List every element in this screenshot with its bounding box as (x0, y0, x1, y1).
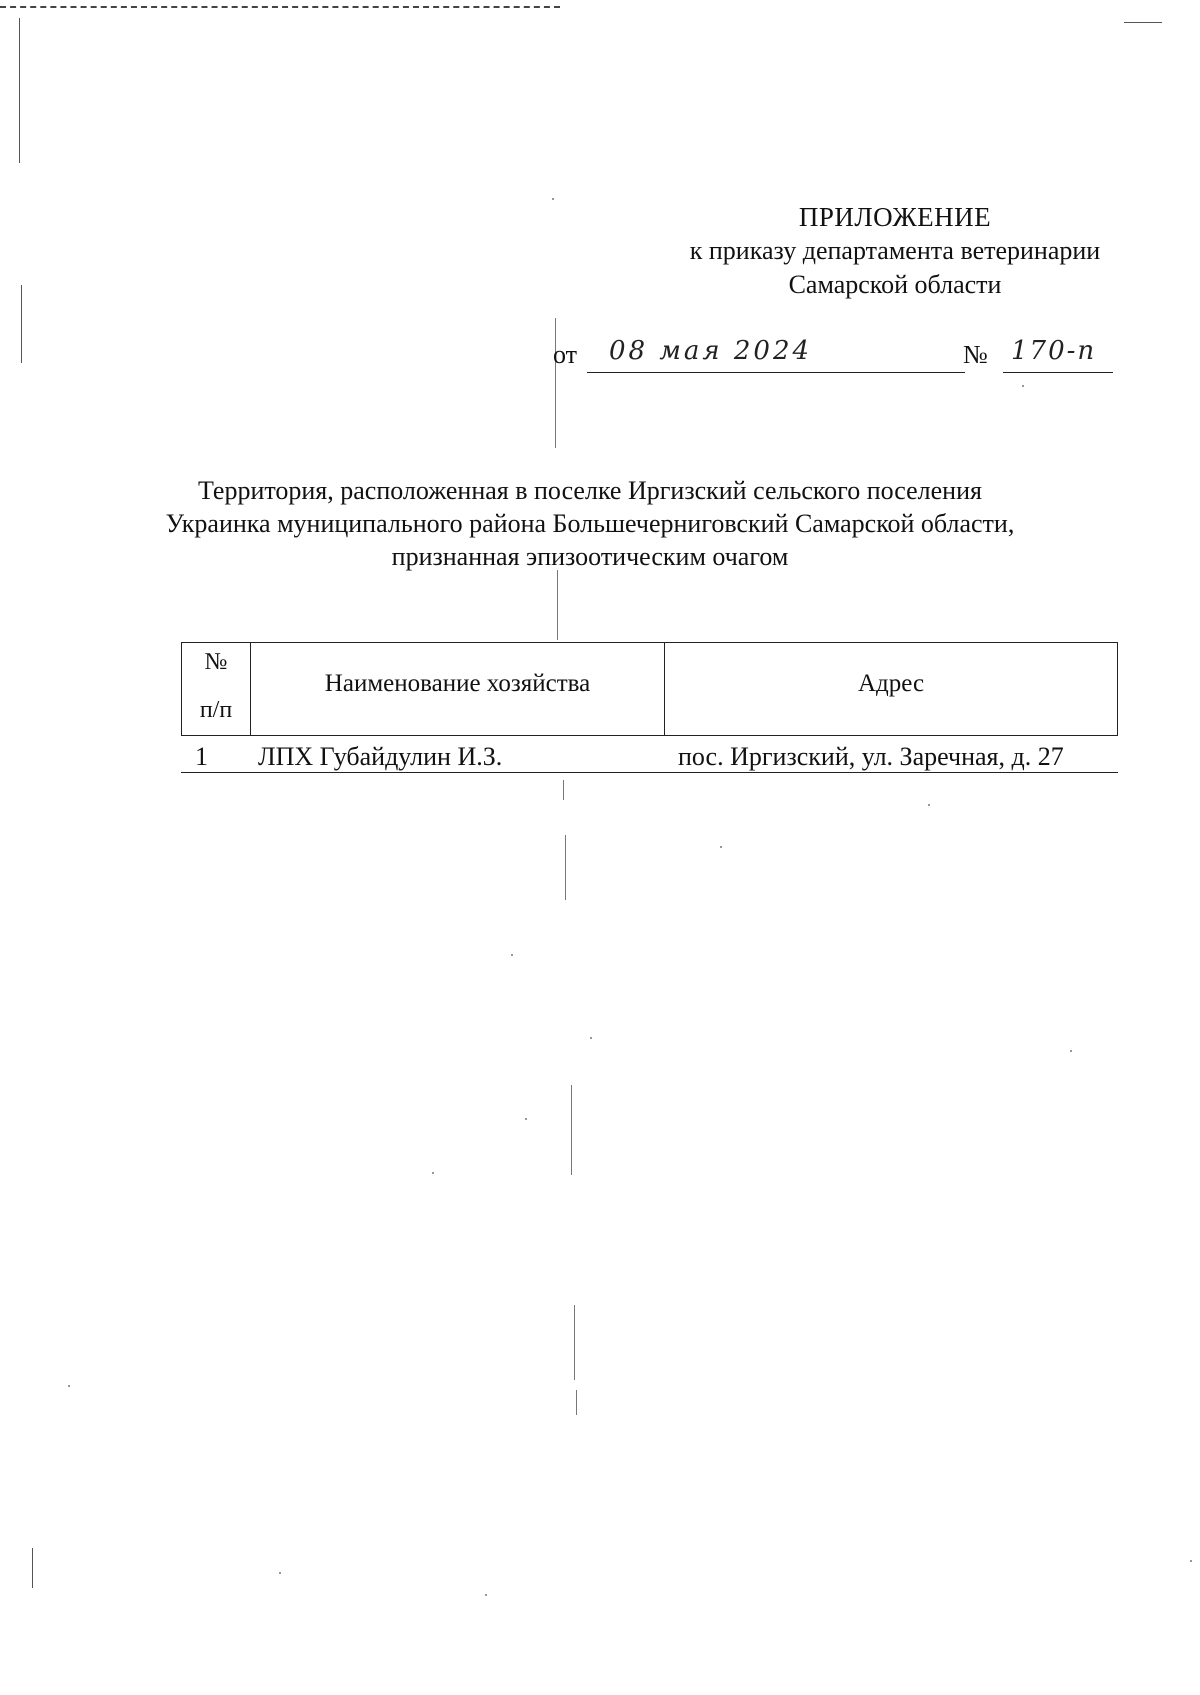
row-number: 1 (195, 742, 208, 771)
order-number-handwritten: 170-п (1011, 336, 1097, 366)
document-title-line1: Территория, расположенная в поселке Иргизский сельского поселения (198, 476, 982, 505)
scan-speck (432, 1172, 434, 1174)
header-cell-number (182, 643, 251, 735)
header-cell-name (251, 643, 665, 735)
order-date-handwritten: 08 мая 2024 (609, 336, 813, 366)
header-number-symbol: № (204, 649, 228, 675)
scan-fold-line (563, 780, 564, 800)
scan-fold-line (565, 835, 566, 900)
scan-fold-line (574, 1305, 575, 1380)
scan-speck (68, 1385, 70, 1387)
header-address-label: Адрес (857, 670, 925, 697)
order-date-underline (587, 372, 965, 373)
row-farm-name: ЛПХ Губайдулин И.З. (258, 742, 503, 771)
header-name-label: Наименование хозяйства (324, 670, 591, 697)
document-title-line3: признанная эпизоотическим очагом (391, 542, 789, 571)
scan-speck (485, 1594, 487, 1596)
appendix-subtitle-line1: к приказу департамента ветеринарии (689, 236, 1101, 265)
scan-speck (552, 198, 554, 200)
document-title (140, 474, 1040, 573)
appendix-title: ПРИЛОЖЕНИЕ (798, 202, 992, 232)
order-number-underline (1003, 372, 1113, 373)
scan-speck (1022, 385, 1024, 387)
scan-speck (279, 1572, 281, 1574)
appendix-subtitle-line2: Самарской области (788, 270, 1002, 299)
scan-fold-line (571, 1085, 572, 1175)
order-reference (553, 336, 1113, 376)
table-row-underline (181, 772, 1118, 773)
scan-edge-mark (32, 1548, 33, 1588)
table-row (181, 742, 1118, 774)
scan-speck (1070, 1050, 1072, 1052)
document-title-line2: Украинка муниципального района Большечерниговский Самарской области, (165, 509, 1015, 538)
order-number-label: № (963, 340, 988, 369)
scan-edge-mark (19, 18, 20, 163)
appendix-header (660, 200, 1130, 302)
scan-fold-line (557, 570, 558, 640)
scan-speck (525, 1118, 527, 1120)
scan-speck (511, 954, 513, 956)
row-address: пос. Иргизский, ул. Заречная, д. 27 (678, 742, 1064, 771)
table-header (181, 642, 1118, 736)
scan-speck (928, 804, 930, 806)
scan-speck (590, 1037, 592, 1039)
scan-speck (720, 846, 722, 848)
scan-edge-mark (21, 285, 22, 363)
scan-speck (1190, 1560, 1192, 1562)
order-from-label: от (553, 340, 578, 369)
scan-edge-mark (1124, 22, 1162, 23)
scan-dash-border (0, 6, 560, 8)
scan-fold-line (576, 1390, 577, 1415)
header-number-pp: п/п (199, 697, 233, 723)
